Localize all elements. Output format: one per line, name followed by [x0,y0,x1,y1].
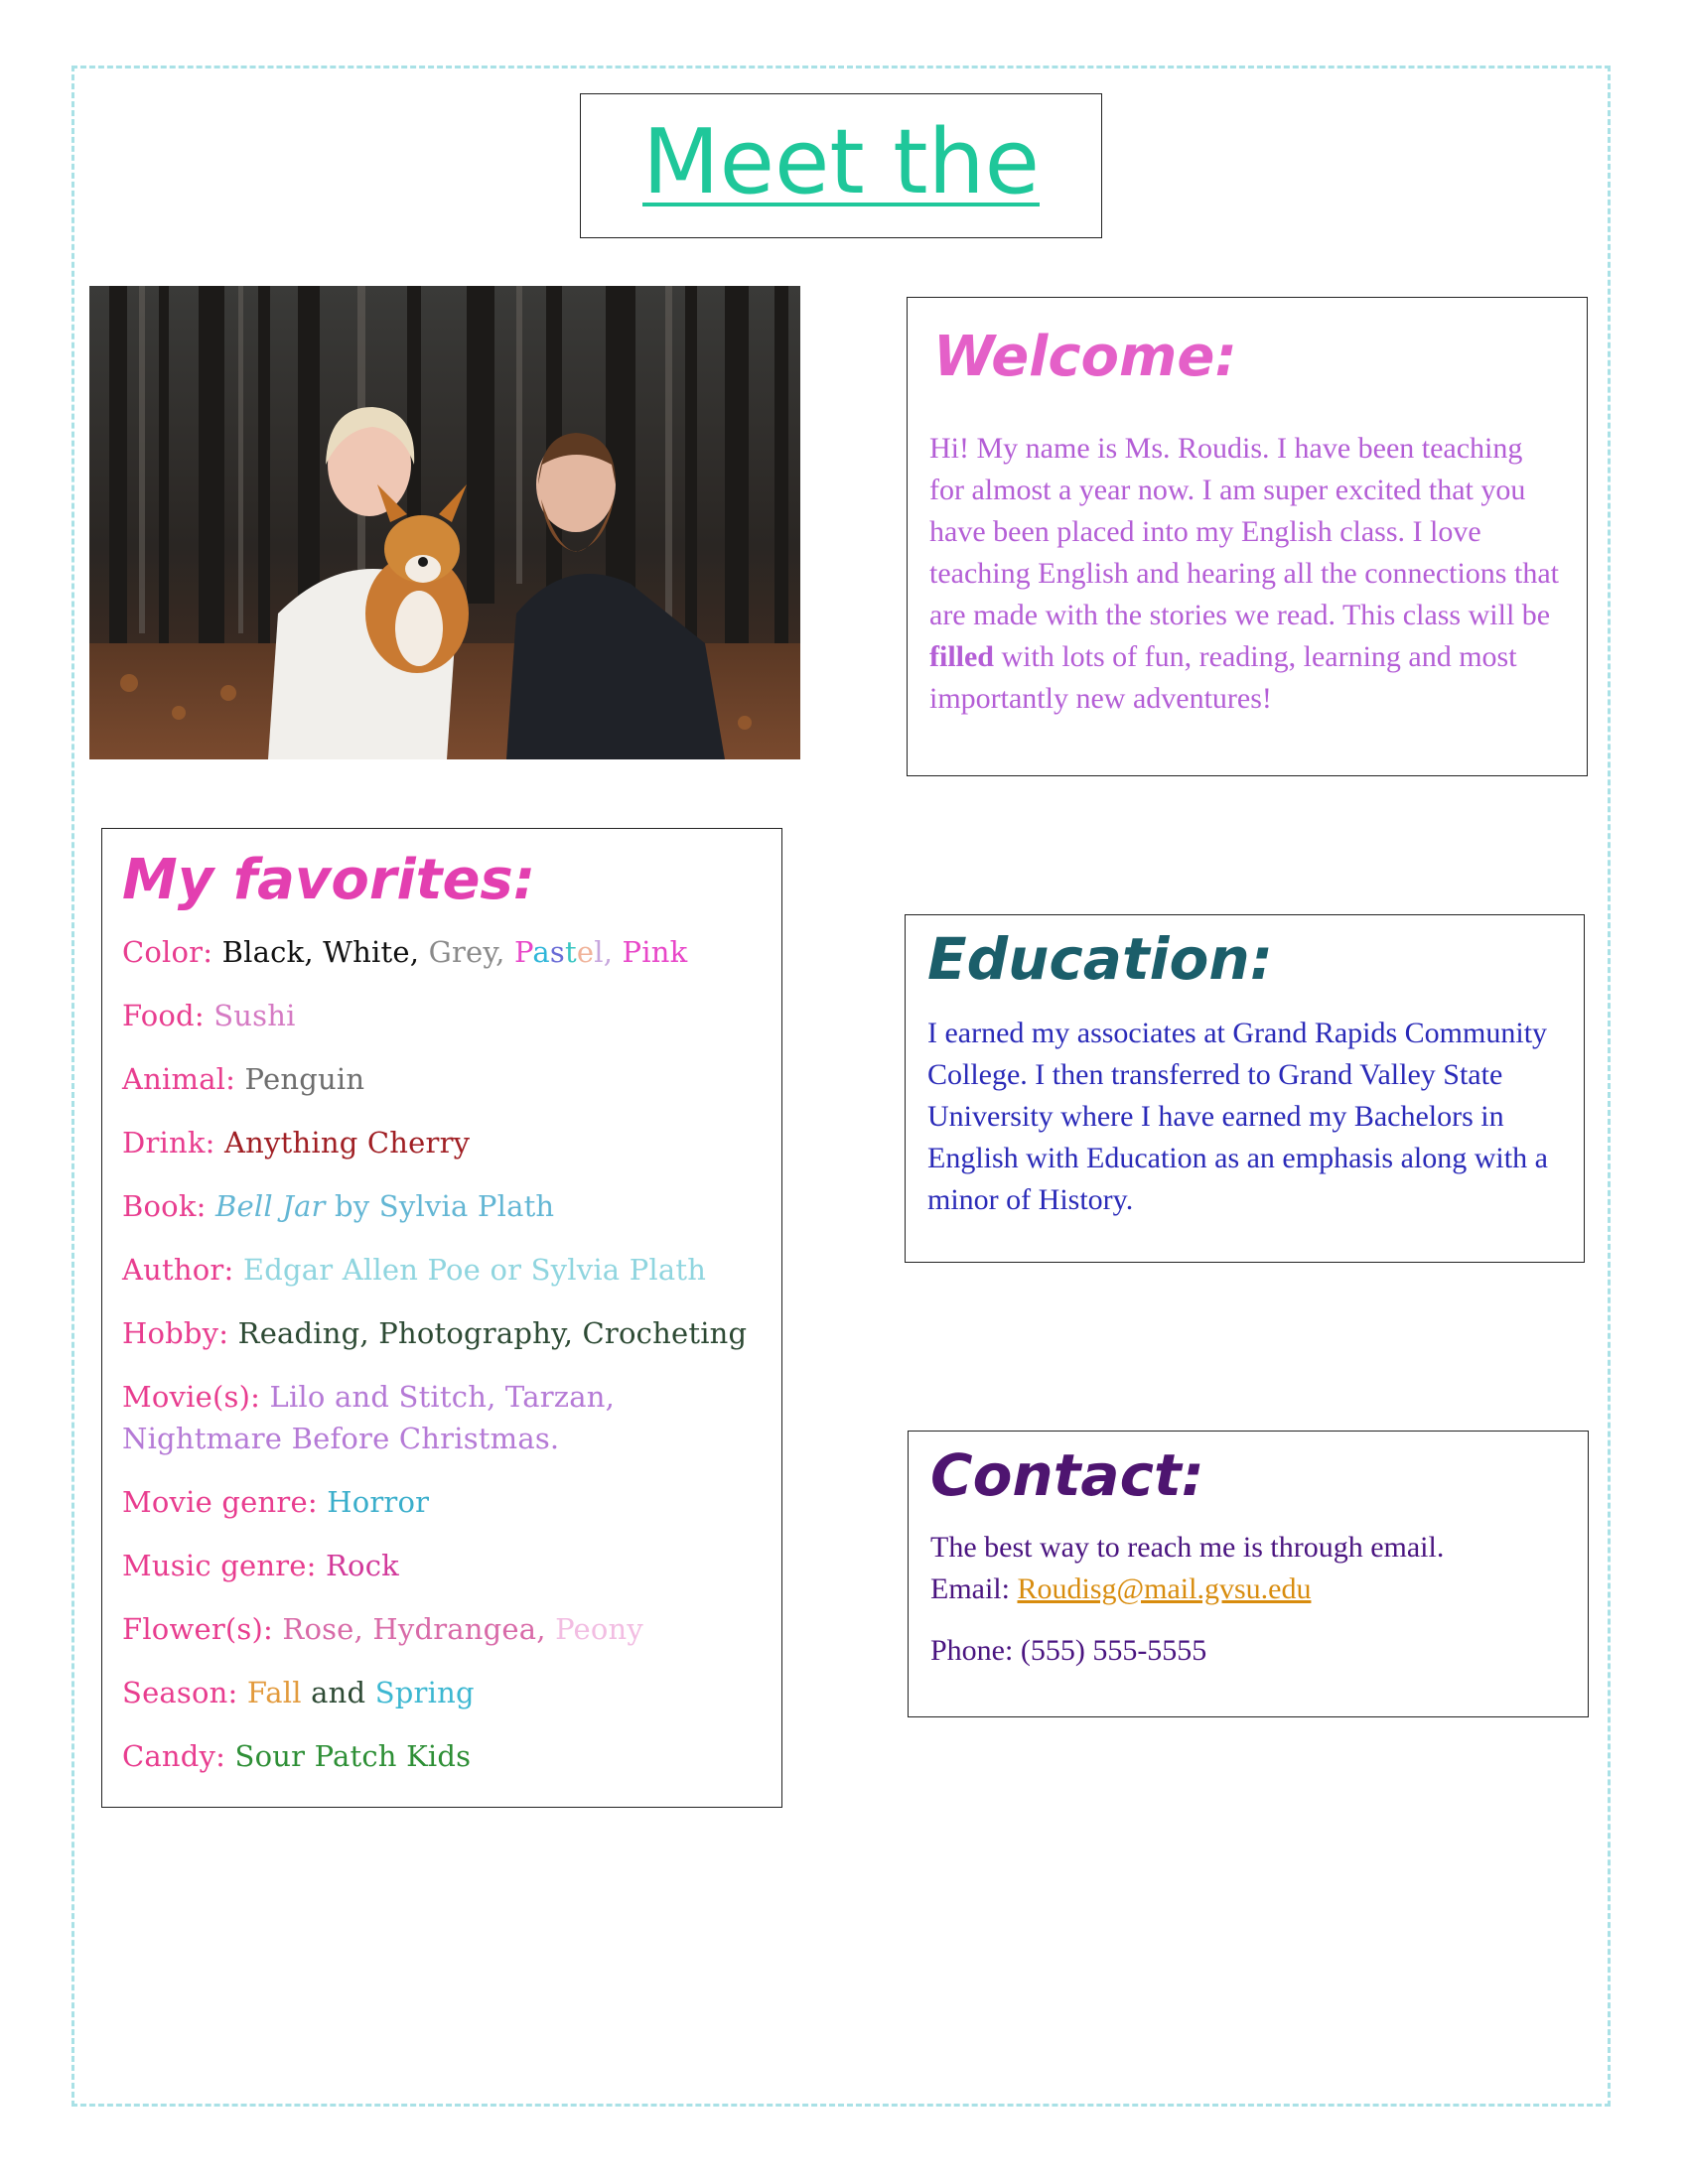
pastel-letter: P [513,935,533,970]
color-pastel [514,935,604,969]
welcome-box [907,297,1588,776]
contact-phone: Phone: (555) 555-5555 [930,1633,1207,1667]
color-black: Black, [212,935,314,970]
title-box [580,93,1102,238]
color-comma: , [603,935,614,970]
favorite-author-value: Edgar Allen Poe or Sylvia Plath [233,1253,707,1288]
favorite-movies-row [122,1376,762,1459]
pastel-letter: l [594,935,604,970]
favorite-flowers-row [122,1608,762,1650]
favorite-food-label: Food: [122,999,205,1033]
education-text: I earned my associates at Grand Rapids Community College. I then transferred to Grand Valley State University where I have earned my Bachelors in English with Education as an emphasis along with a minor of History. [927,1016,1548,1216]
welcome-text-after: with lots of fun, reading, learning and most importantly new adventures! [929,640,1517,716]
color-white: White, [313,935,420,970]
favorite-candy-label: Candy: [122,1739,226,1774]
season-spring: Spring [365,1676,475,1710]
page-title: Meet the [642,110,1040,214]
favorite-hobby-value: Reading, Photography, Crocheting [228,1316,748,1351]
favorite-animal-value: Penguin [235,1062,365,1097]
favorite-season-row [122,1672,762,1713]
contact-email-label: Email: [930,1571,1018,1605]
welcome-text-bold: filled [929,640,994,674]
favorite-color-label: Color: [122,935,213,970]
contact-email-line [930,1569,1566,1610]
welcome-heading: Welcome: [933,325,1237,389]
favorite-book-rest: by Sylvia Plath [325,1189,555,1224]
favorite-movies-value: Lilo and Stitch, Tarzan, Nightmare Before Christmas. [122,1380,616,1456]
favorite-movie-genre-row [122,1481,762,1523]
education-box [905,914,1585,1263]
favorite-food-value: Sushi [204,999,296,1033]
contact-text [930,1527,1566,1672]
favorite-flowers-label: Flower(s): [122,1612,273,1647]
season-and: and [301,1676,366,1710]
favorite-season-label: Season: [122,1676,238,1710]
favorite-flowers-last: Peony [545,1612,643,1647]
welcome-text-before: Hi! My name is Ms. Roudis. I have been teaching for almost a year now. I am super excited that you have been placed into my English class. I love teaching English and hearing all the connections that are made with the stories we read. This class will be [929,432,1559,632]
pastel-letter: s [549,935,565,970]
favorite-hobby-row [122,1312,762,1354]
color-grey: Grey, [419,935,505,970]
favorite-food-row [122,995,762,1036]
favorite-music-genre-row [122,1545,762,1586]
favorite-color-row [122,931,762,973]
contact-email-link[interactable]: Roudisg@mail.gvsu.edu [1017,1571,1312,1605]
favorite-book-row [122,1185,762,1227]
favorite-movie-genre-value: Horror [317,1485,430,1520]
pastel-letter: a [532,935,550,970]
family-photo [89,286,800,759]
favorite-author-row [122,1249,762,1291]
favorite-hobby-label: Hobby: [122,1316,229,1351]
contact-line1: The best way to reach me is through email. [930,1530,1445,1564]
favorite-book-title: Bell Jar [206,1189,326,1224]
favorite-candy-row [122,1735,762,1777]
pastel-letter: t [564,935,577,970]
favorite-flowers-value: Rose, Hydrangea, [272,1612,546,1647]
favorite-book-label: Book: [122,1189,207,1224]
contact-box [908,1431,1589,1717]
contact-heading: Contact: [930,1441,1204,1509]
favorite-movie-genre-label: Movie genre: [122,1485,318,1520]
pastel-letter: e [576,935,595,970]
favorite-music-genre-value: Rock [316,1549,399,1583]
favorites-heading: My favorites: [122,848,536,912]
education-heading: Education: [927,925,1273,993]
favorite-author-label: Author: [122,1253,234,1288]
favorite-drink-value: Anything Cherry [214,1126,471,1160]
favorite-drink-row [122,1122,762,1163]
favorite-drink-label: Drink: [122,1126,215,1160]
favorite-candy-value: Sour Patch Kids [225,1739,472,1774]
season-fall: Fall [237,1676,302,1710]
favorites-box [101,828,782,1808]
color-pink: Pink [613,935,688,970]
favorite-animal-label: Animal: [122,1062,236,1097]
favorite-music-genre-label: Music genre: [122,1549,317,1583]
welcome-text [929,428,1561,720]
favorite-animal-row [122,1058,762,1100]
favorite-movies-label: Movie(s): [122,1380,261,1415]
